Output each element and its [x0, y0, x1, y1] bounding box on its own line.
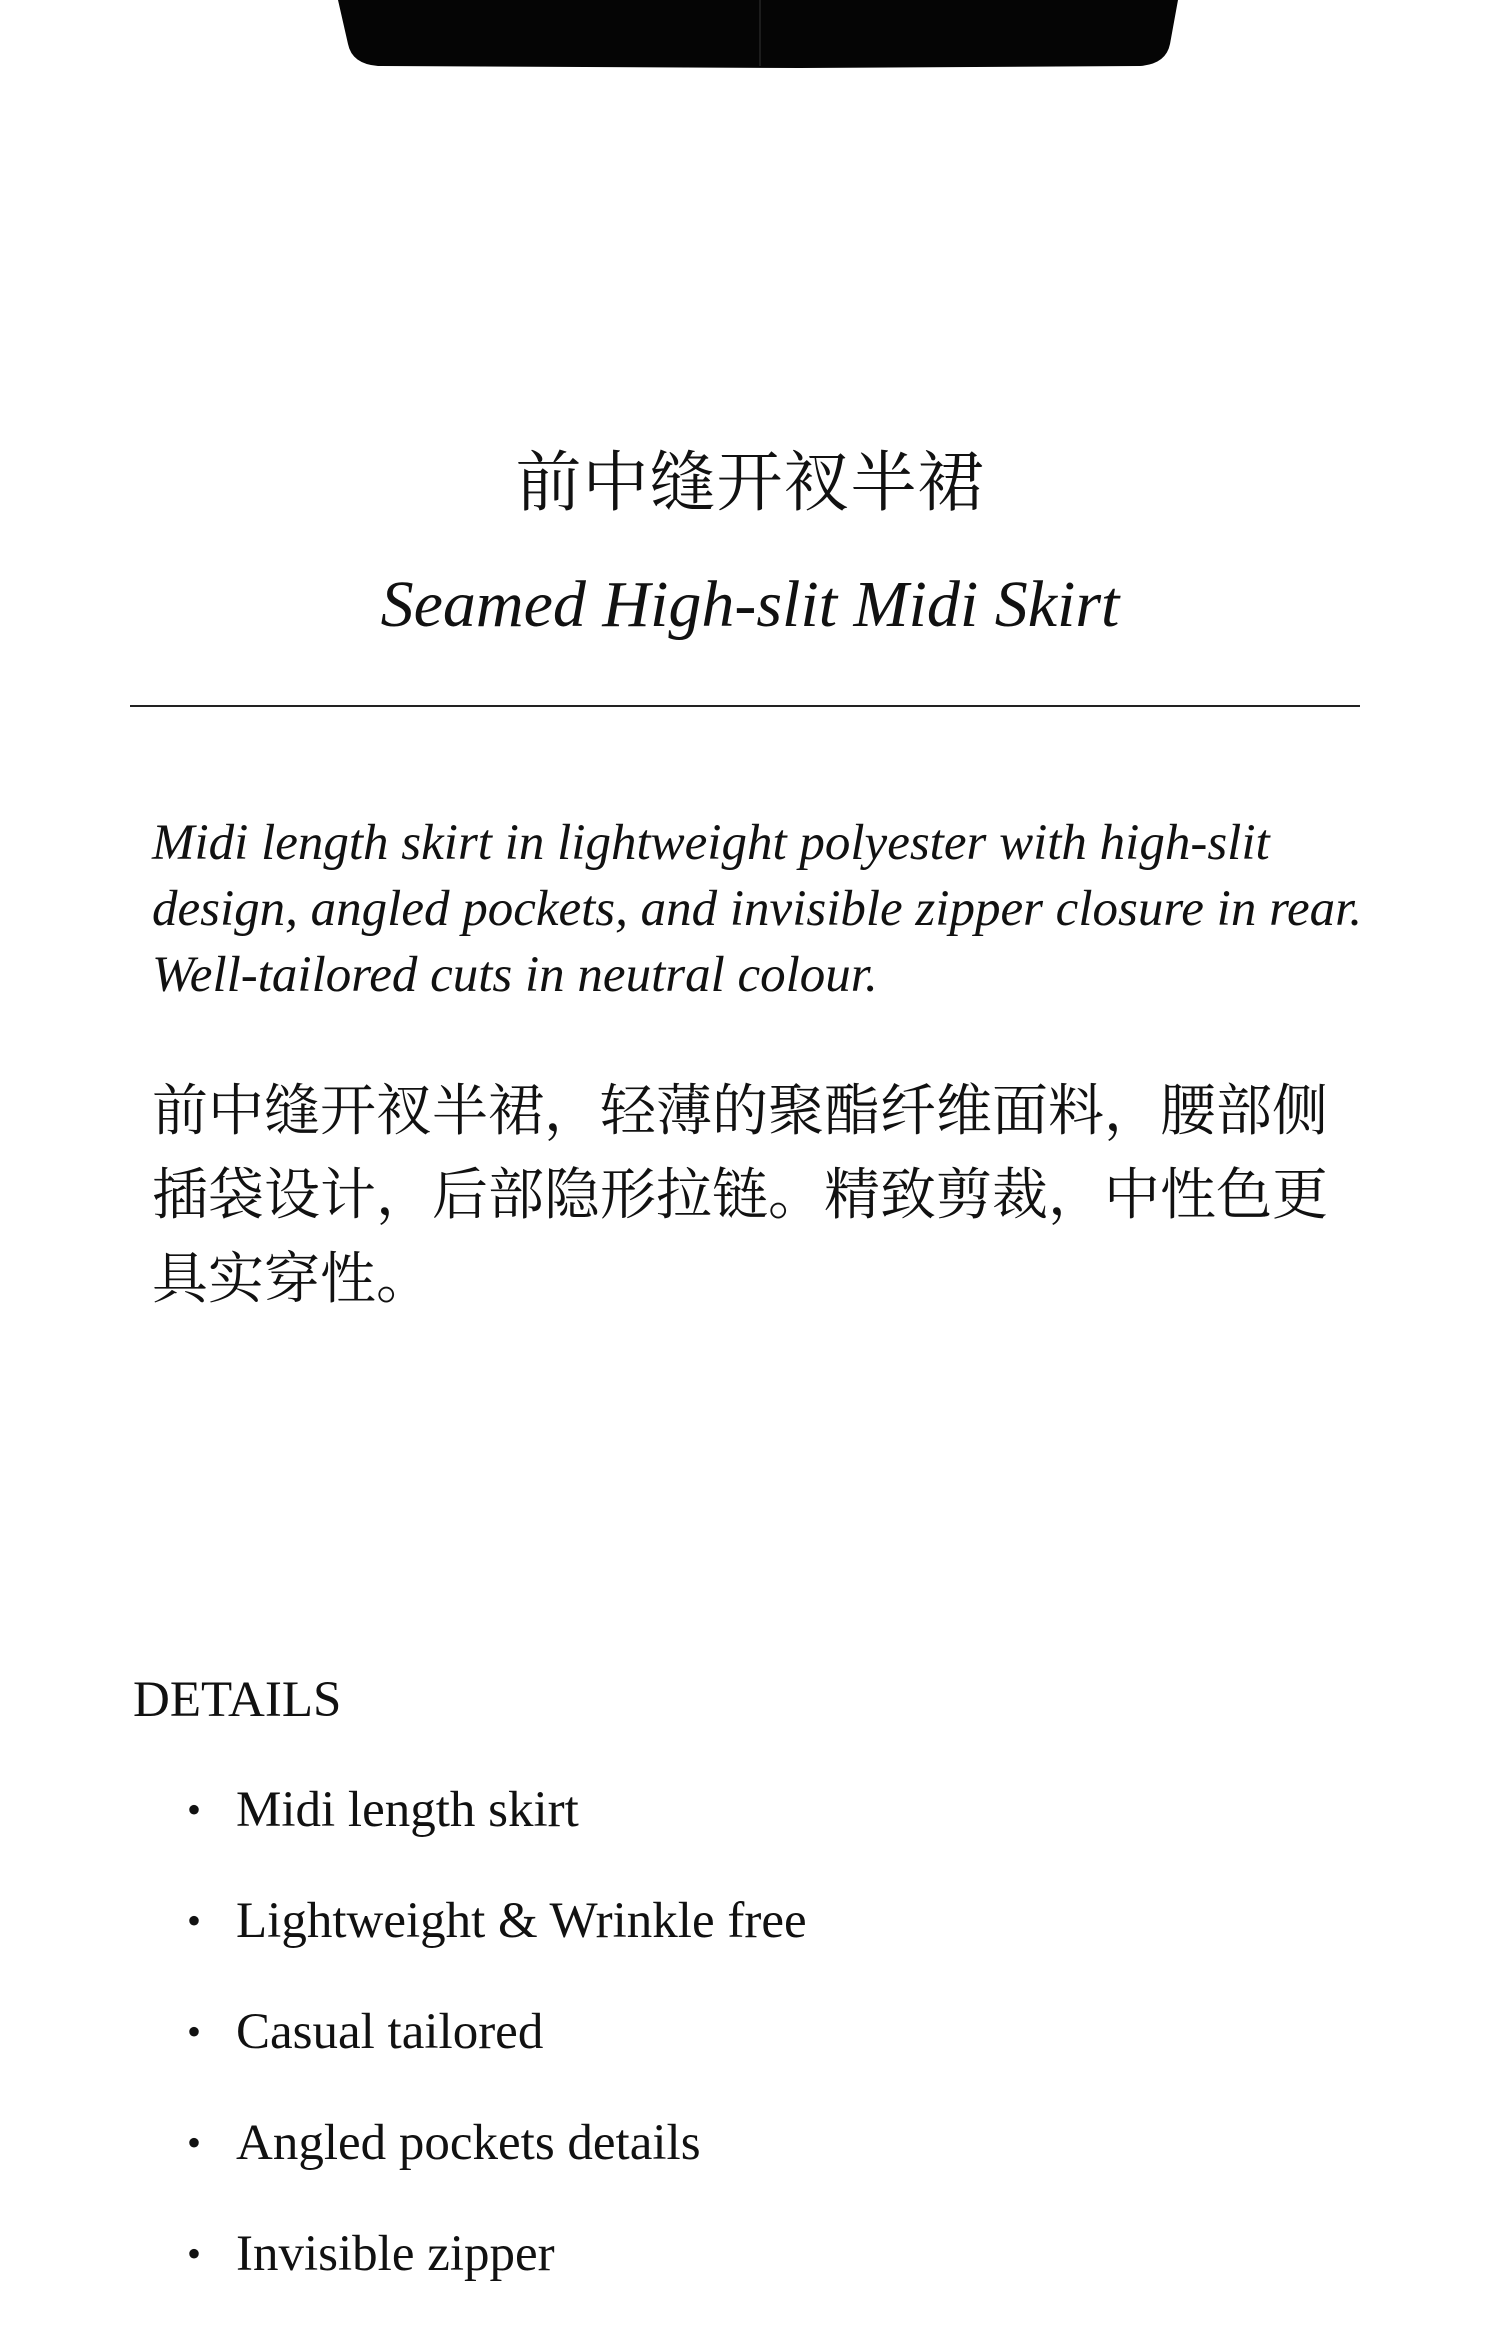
product-description-en: Midi length skirt in lightweight polyester with high-slit design, angled pockets, and invisible zipper closure in rear. Well-tailored cuts in neutral colour.	[152, 815, 1363, 1003]
details-item-text: Angled pockets details	[236, 2115, 701, 2171]
product-title-zh: 前中缝开衩半裙	[515, 444, 985, 521]
details-item-text: Invisible zipper	[236, 2226, 555, 2282]
details-heading: DETAILS	[133, 1672, 342, 1728]
product-image	[0, 0, 1500, 72]
details-list-item	[0, 2113, 1500, 2224]
title-divider	[130, 705, 1360, 707]
details-item-text: Lightweight & Wrinkle free	[236, 1893, 807, 1949]
details-list-item	[0, 1891, 1500, 2002]
bullet-icon: •	[187, 2120, 202, 2165]
bullet-icon: •	[187, 1898, 202, 1943]
details-item-text: Casual tailored	[236, 2004, 544, 2060]
skirt-hem-graphic	[0, 0, 1500, 72]
product-description-zh: 前中缝开衩半裙，轻薄的聚酯纤维面料，腰部侧插袋设计，后部隐形拉链。精致剪裁，中性色更具实穿性。	[152, 1079, 1328, 1312]
bullet-icon: •	[187, 2009, 202, 2054]
product-title-en: Seamed High-slit Midi Skirt	[380, 568, 1120, 641]
bullet-icon: •	[187, 2231, 202, 2276]
details-list	[0, 1780, 1500, 2335]
details-list-item	[0, 2224, 1500, 2335]
details-item-text: Midi length skirt	[236, 1782, 579, 1838]
details-list-item	[0, 2002, 1500, 2113]
bullet-icon: •	[187, 1787, 202, 1832]
details-list-item	[0, 1780, 1500, 1891]
